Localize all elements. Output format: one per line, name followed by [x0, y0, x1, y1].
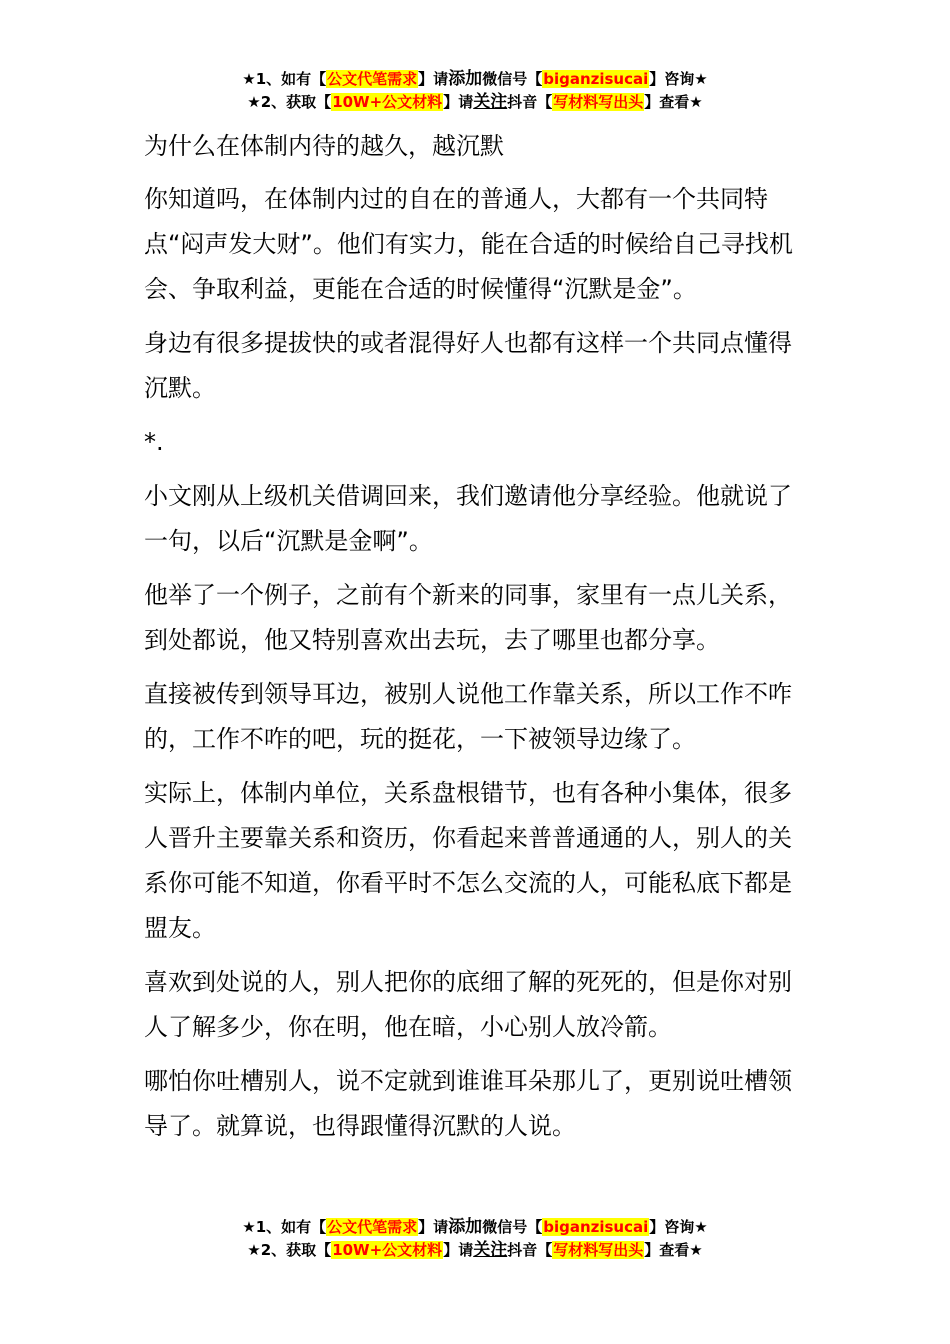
header-line-2-mid: 】请: [443, 93, 474, 111]
footer-line-2-suffix: 】查看★: [644, 1241, 703, 1259]
footer-line-1: [0, 1216, 950, 1239]
header-line-1-prefix: ★1、如有【: [242, 70, 327, 88]
footer-line-1-mid: 】请: [418, 1218, 449, 1236]
footer-line-1-suffix: 】咨询★: [649, 1218, 708, 1236]
article-paragraph: 他举了一个例子，之前有个新来的同事，家里有一点儿关系，到处都说，他又特别喜欢出去玩，去了哪里也都分享。: [144, 581, 792, 654]
header-banner: [0, 68, 950, 114]
header-line-2-highlight-douyin: 写材料写出头: [553, 93, 644, 111]
header-line-2-suffix: 】查看★: [644, 93, 703, 111]
footer-line-2: [0, 1239, 950, 1262]
article-paragraph: 喜欢到处说的人，别人把你的底细了解的死死的，但是你对别人了解多少，你在明，他在暗，小心别人放冷箭。: [144, 968, 792, 1041]
footer-line-1-mid2: 微信号【: [482, 1218, 543, 1236]
footer-line-2-mid: 】请: [443, 1241, 474, 1259]
article-paragraph: 小文刚从上级机关借调回来，我们邀请他分享经验。他就说了一句，以后“沉默是金啊”。: [144, 482, 792, 555]
footer-line-1-highlight-wechat: biganzisucai: [543, 1218, 649, 1236]
footer-line-2-highlight-douyin: 写材料写出头: [553, 1241, 644, 1259]
footer-line-1-emphasis: 添加: [448, 1217, 483, 1237]
header-line-2-prefix: ★2、获取【: [247, 93, 332, 111]
header-line-2: [0, 91, 950, 114]
header-line-2-emphasis: 关注: [473, 92, 508, 112]
footer-banner: [0, 1216, 950, 1262]
header-line-1-suffix: 】咨询★: [649, 70, 708, 88]
header-line-1-highlight-wechat: biganzisucai: [543, 70, 649, 88]
header-line-2-mid2: 抖音【: [507, 93, 553, 111]
header-line-1-mid2: 微信号【: [482, 70, 543, 88]
article-paragraph: 你知道吗，在体制内过的自在的普通人，大都有一个共同特点“闷声发大财”。他们有实力，能在合适的时候给自己寻找机会、争取利益，更能在合适的时候懂得“沉默是金”。: [144, 185, 793, 303]
article-title: 为什么在体制内待的越久，越沉默: [144, 132, 504, 160]
article-paragraph: 身边有很多提拔快的或者混得好人也都有这样一个共同点懂得沉默。: [144, 329, 792, 402]
header-line-2-highlight-materials: 10W+公文材料: [332, 93, 443, 111]
article-paragraph: 实际上，体制内单位，关系盘根错节，也有各种小集体，很多人晋升主要靠关系和资历，你看起来普普通通的人，别人的关系你可能不知道，你看平时不怎么交流的人，可能私底下都是盟友。: [144, 779, 792, 942]
footer-line-2-highlight-materials: 10W+公文材料: [332, 1241, 443, 1259]
footer-line-2-emphasis: 关注: [473, 1240, 508, 1260]
article-paragraph: 直接被传到领导耳边，被别人说他工作靠关系，所以工作不咋的，工作不咋的吧，玩的挺花，一下被领导边缘了。: [144, 680, 792, 753]
header-line-1: [0, 68, 950, 91]
article-body: [144, 124, 808, 1158]
article-separator: *.: [144, 428, 164, 456]
header-line-1-mid: 】请: [418, 70, 449, 88]
footer-line-1-highlight-service: 公文代笔需求: [327, 1218, 418, 1236]
header-line-1-emphasis: 添加: [448, 69, 483, 89]
article-paragraph: 哪怕你吐槽别人，说不定就到谁谁耳朵那儿了，更别说吐槽领导了。就算说，也得跟懂得沉默的人说。: [144, 1067, 792, 1140]
footer-line-1-prefix: ★1、如有【: [242, 1218, 327, 1236]
footer-line-2-prefix: ★2、获取【: [247, 1241, 332, 1259]
footer-line-2-mid2: 抖音【: [507, 1241, 553, 1259]
header-line-1-highlight-service: 公文代笔需求: [327, 70, 418, 88]
